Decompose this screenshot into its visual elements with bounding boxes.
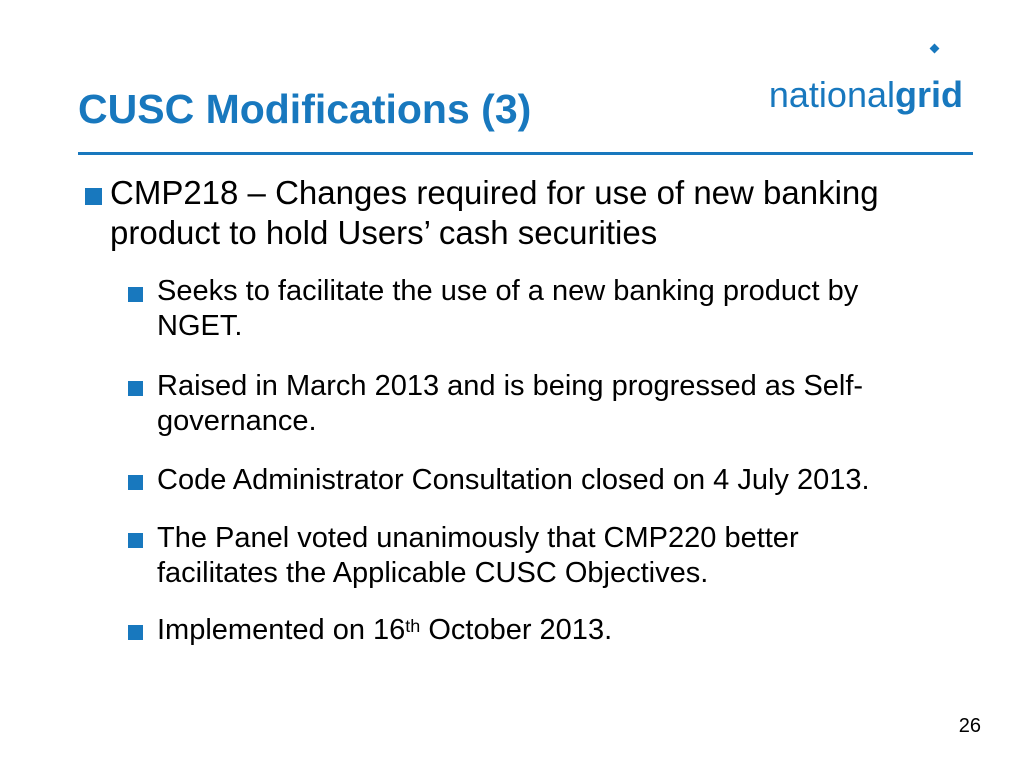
- bullet-level2-line: Seeks to facilitate the use of a new banking product by: [157, 275, 859, 307]
- page-number: 26: [958, 715, 981, 737]
- logo-text-grid: grid: [895, 74, 963, 115]
- bullet-square-icon: [128, 533, 143, 548]
- slide-title: CUSC Modifications (3): [78, 86, 532, 132]
- bullet-level2-item: [157, 274, 858, 344]
- bullet-level2-item: [157, 369, 863, 439]
- bullet-square-icon: [128, 381, 143, 396]
- logo-text-national: national: [768, 74, 895, 115]
- bullet-level2-line: Raised in March 2013 and is being progressed as Self-: [157, 370, 864, 402]
- bullet-level2-line: facilitates the Applicable CUSC Objectives.: [157, 557, 709, 589]
- bullet-level2-item: [157, 613, 612, 651]
- bullet-level2-line: Code Administrator Consultation closed on 4 July 2013.: [157, 464, 870, 496]
- bullet-level2-line: [157, 613, 612, 651]
- bullet-square-icon: [85, 188, 102, 205]
- bullet-level1-line: product to hold Users’ cash securities: [110, 214, 658, 251]
- bullet-text-superscript: th: [405, 616, 421, 637]
- title-underline: [78, 152, 973, 155]
- bullet-square-icon: [128, 287, 143, 302]
- bullet-level2-line: The Panel voted unanimously that CMP220 better: [157, 522, 799, 554]
- bullet-square-icon: [128, 475, 143, 490]
- bullet-level2-line: NGET.: [157, 310, 243, 342]
- bullet-level1-line: CMP218 – Changes required for use of new banking: [110, 174, 879, 211]
- bullet-level2-line: governance.: [157, 405, 317, 437]
- bullet-text-pre: Implemented on 16: [157, 614, 406, 646]
- bullet-text-post: October 2013.: [420, 614, 613, 646]
- bullet-level2-item: [157, 463, 870, 498]
- bullet-level1: [110, 173, 879, 253]
- bullet-level2-item: [157, 521, 799, 591]
- bullet-square-icon: [128, 625, 143, 640]
